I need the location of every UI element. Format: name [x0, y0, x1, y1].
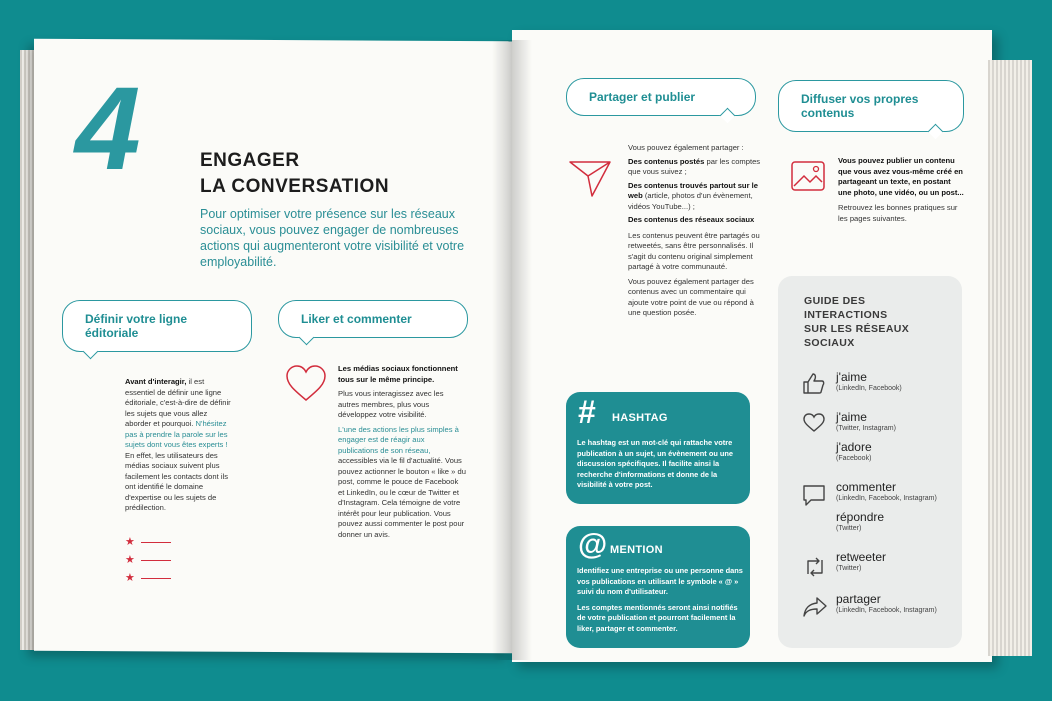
book-gutter: [492, 40, 532, 660]
share-arrow-icon: [802, 596, 828, 618]
publish-text: Vous pouvez publier un contenu que vous avez vous-même créé en partageant un texte, en postant une photo, une vidéo, ou un post... Retrouvez les bonnes pratiques sur les pages suivantes.: [838, 156, 964, 223]
section1-text: Avant d'interagir, il est essentiel de définir une ligne éditoriale, c'est-à-dire de définir les sujets que vous allez aborder et pourquoi. N'hésitez pas à prendre la parole sur les sujets dont vous êtes experts ! En effet, les utilisateurs des médias sociaux suivent plus facilement les contacts dont ils ont identifié le domaine d'expertise ou les sujets de prédilection.: [125, 377, 231, 512]
section-title-bubble-partager: Partager et publier: [566, 78, 756, 116]
retweet-icon: [802, 556, 828, 578]
section2-text: Les médias sociaux fonctionnent tous sur le même principe. Plus vous interagissez avec les autres membres, plus vous développez votre visibilité. L'une des actions les plus simples à engager est de réagir aux publications de son réseau, accessibles via le fil d'actualité. Vous pouvez actionner le bouton « like » du post, comme le pouce de Facebook et LinkedIn, ou le cœur de Twitter et d'Instagram. Cela témoigne de votre intérêt pour leur publication. Vous pouvez aussi commenter le post pour donner un avis.: [338, 364, 466, 539]
guide-item-jaime-1: j'aime (LinkedIn, Facebook): [836, 370, 902, 392]
mention-card: @ MENTION Identifiez une entreprise ou une personne dans vos publications en utilisant le symbole « @ » suivi du nom d'utilisateur. Les comptes mentionnés seront ainsi notifiés de votre publication et pourront facilement la liker, partager et commenter.: [566, 526, 750, 648]
chapter-intro: Pour optimiser votre présence sur les réseaux sociaux, vous pouvez engager de nombreuses actions qui augmenteront votre visibilité et votre employabilité.: [200, 207, 465, 269]
book-page-edges-right: [988, 60, 1032, 656]
hashtag-card: # HASHTAG Le hashtag est un mot-clé qui rattache votre publication à un sujet, un évènement ou une discussion spécifiques. Il facilite ainsi la recherche d'informations et donne de la visibilité à votre post.: [566, 392, 750, 504]
chapter-title: ENGAGER LA CONVERSATION: [200, 150, 390, 197]
guide-title: GUIDE DES INTERACTIONS SUR LES RÉSEAUX SOCIAUX: [804, 295, 910, 349]
image-icon: [790, 158, 826, 194]
at-sign-icon: @: [578, 528, 608, 561]
guide-item-jaime-2: j'aime (Twitter, Instagram): [836, 410, 896, 432]
guide-item-partager: partager (LinkedIn, Facebook, Instagram): [836, 592, 937, 614]
share-text: Vous pouvez également partager : Des contenus postés par les comptes que vous suivez ; Des contenus trouvés partout sur le web (article, photos d'un évènement, vidéos YouTube...) ; Des contenus des réseaux sociaux Les contenus peuvent être partagés ou retweetés, sans être personnalisés. Il s'agit du contenu original simplement partagé à votre communauté. Vous pouvez également partager des contenus avec un commentaire qui ajoute votre point de vue ou répond à une question posée.: [628, 143, 761, 317]
heart-icon: [284, 364, 328, 404]
interactions-guide-panel: [778, 276, 962, 648]
thumbs-up-icon: [802, 372, 826, 394]
section-title-bubble-diffuser: Diffuser vos propres contenus: [778, 80, 964, 132]
paper-plane-icon: [568, 158, 612, 198]
heart-outline-icon: [802, 413, 826, 433]
guide-item-repondre: répondre (Twitter): [836, 510, 885, 532]
chapter-number: 4: [75, 63, 137, 195]
guide-item-commenter: commenter (LinkedIn, Facebook, Instagram): [836, 480, 937, 502]
hashtag-icon: #: [578, 394, 596, 430]
comment-icon: [802, 484, 826, 506]
guide-item-jadore: j'adore (Facebook): [836, 440, 872, 462]
section-title-bubble-ligne-editoriale: Définir votre ligne éditoriale: [62, 300, 252, 352]
guide-item-retweeter: retweeter (Twitter): [836, 550, 887, 572]
star-list-decoration: ★ ★ ★: [125, 533, 171, 587]
section-title-bubble-liker: Liker et commenter: [278, 300, 468, 338]
